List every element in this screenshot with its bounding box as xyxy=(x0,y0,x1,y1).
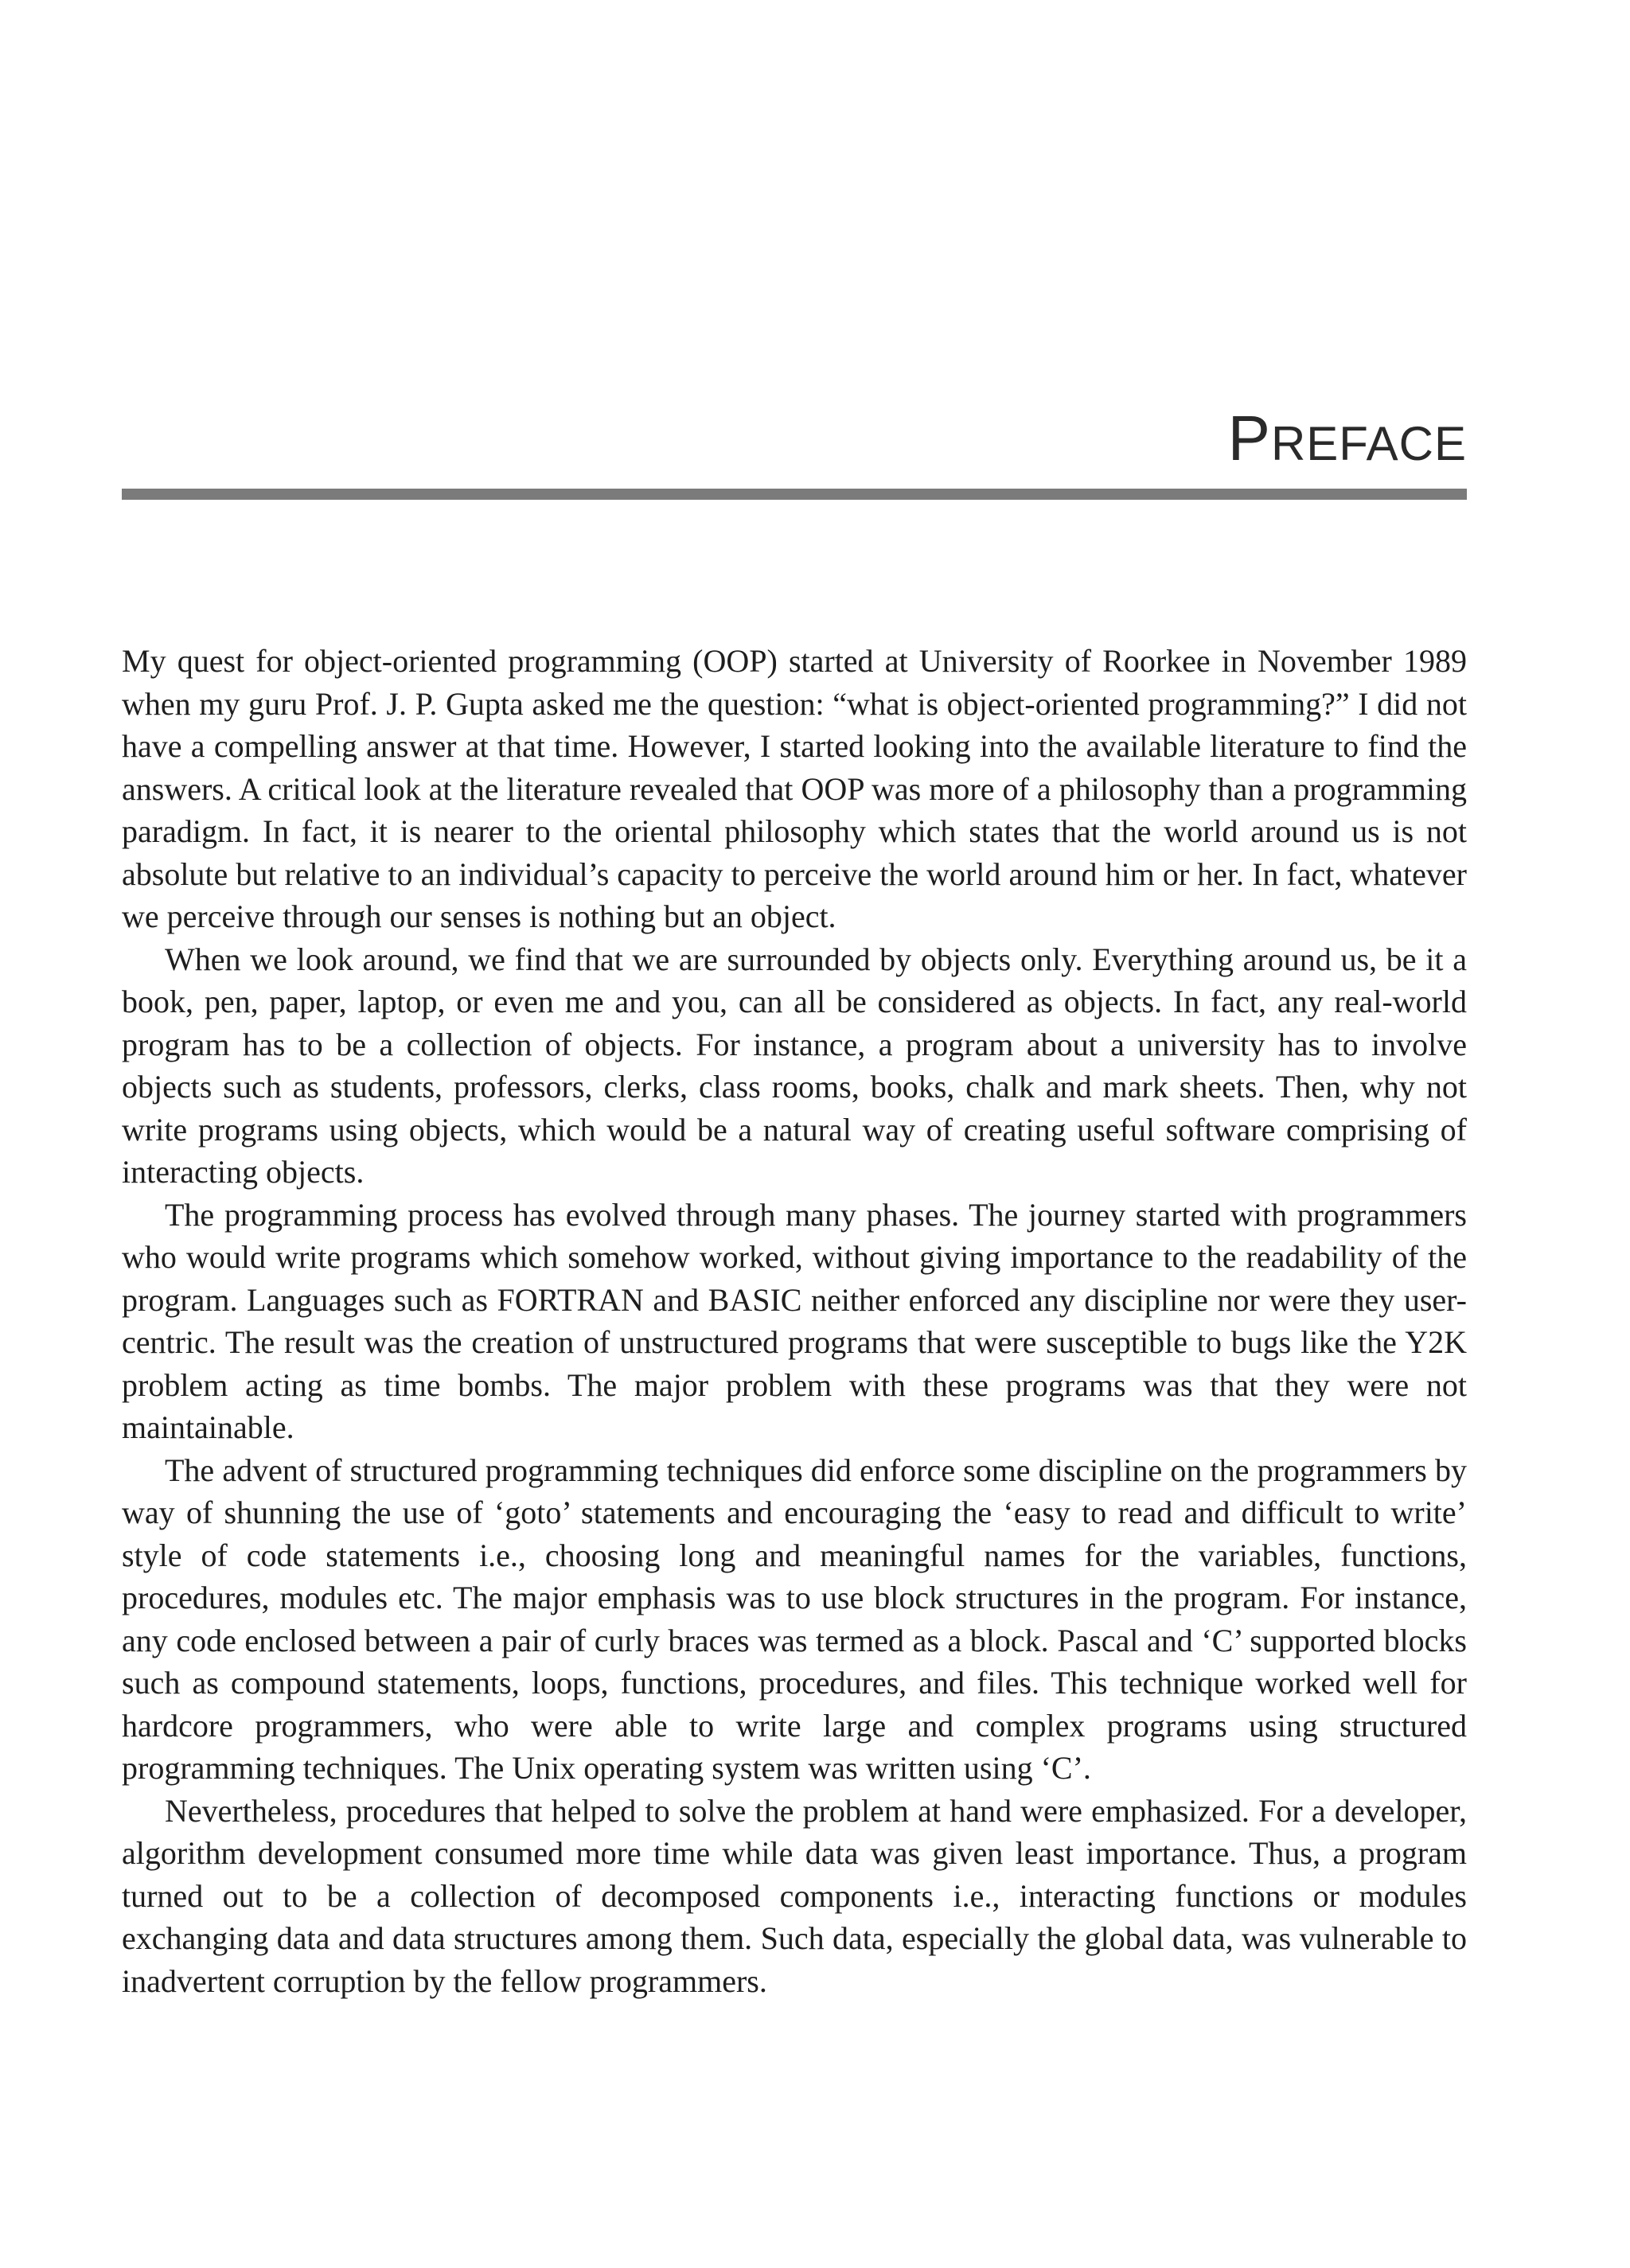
paragraph-4: The advent of structured programming techniques did enforce some discipline on the programmers by way of shunning the use of ‘goto’ statements and encouraging the ‘easy to read and difficult to write’ style of code statements i.e., choosing long and meaningful names for the variables, functions, procedures, modules etc. The major emphasis was to use block structures in the program. For instance, any code enclosed between a pair of curly braces was termed as a block. Pascal and ‘C’ supported blocks such as compound statements, loops, functions, procedures, and files. This technique worked well for hardcore programmers, who were able to write large and complex programs using structured programming techniques. The Unix operating system was written using ‘C’. xyxy=(122,1452,1467,1786)
chapter-title xyxy=(122,403,1467,474)
preface-body xyxy=(122,640,1467,2002)
heading-divider xyxy=(122,489,1467,500)
paragraph-1: My quest for object-oriented programming (OOP) started at University of Roorkee in November 1989 when my guru Prof. J. P. Gupta asked me the question: “what is object-oriented programming?” I did not have a compelling answer at that time. However, I started looking into the available literature to find the answers. A critical look at the literature revealed that OOP was more of a philosophy than a programming paradigm. In fact, it is nearer to the oriental philosophy which states that the world around us is not absolute but relative to an individual’s capacity to perceive the world around him or her. In fact, whatever we perceive through our senses is nothing but an object. xyxy=(122,643,1467,934)
paragraph-2: When we look around, we find that we are surrounded by objects only. Everything around us, be it a book, pen, paper, laptop, or even me and you, can all be considered as objects. In fact, any real-world program has to be a collection of objects. For instance, a program about a university has to involve objects such as students, professors, clerks, class rooms, books, chalk and mark sheets. Then, why not write programs using objects, which would be a natural way of creating useful software comprising of interacting objects. xyxy=(122,941,1467,1190)
paragraph-3: The programming process has evolved through many phases. The journey started with programmers who would write programs which somehow worked, without giving importance to the readability of the program. Languages such as FORTRAN and BASIC neither enforced any discipline nor were they user-centric. The result was the creation of unstructured programs that were susceptible to bugs like the Y2K problem acting as time bombs. The major problem with these programs was that they were not maintainable. xyxy=(122,1196,1467,1445)
chapter-title-rest: REFACE xyxy=(1270,417,1467,470)
paragraph-5: Nevertheless, procedures that helped to solve the problem at hand were emphasized. For a developer, algorithm development consumed more time while data was given least importance. Thus, a program turned out to be a collection of decomposed components i.e., interacting functions or modules exchanging data and data structures among them. Such data, especially the global data, was vulnerable to inadvertent corruption by the fellow programmers. xyxy=(122,1792,1467,1999)
chapter-title-initial: P xyxy=(1227,403,1271,473)
